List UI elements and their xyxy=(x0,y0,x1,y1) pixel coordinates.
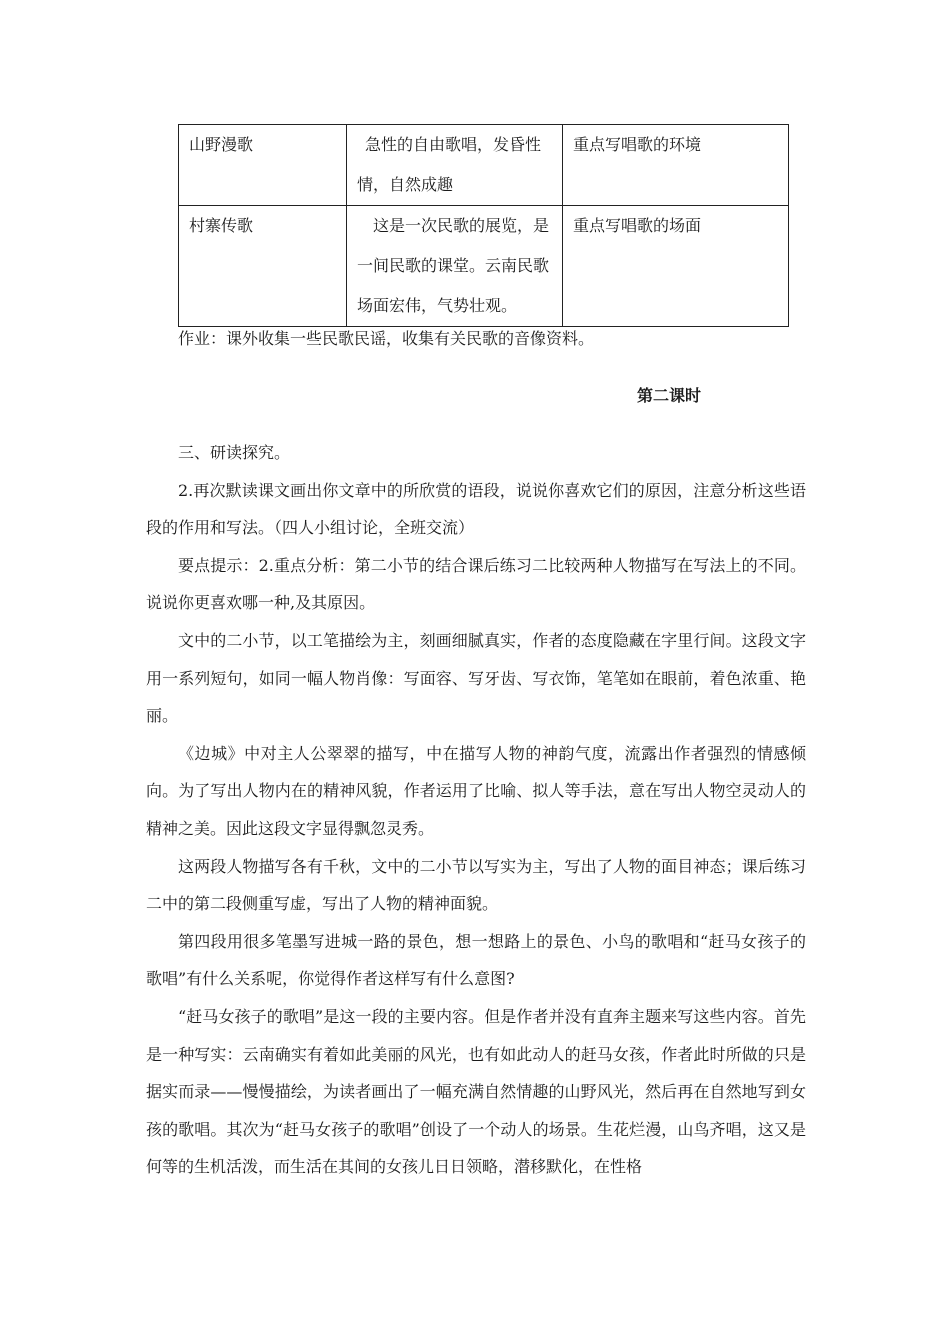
table-cell-topic: 村寨传歌 xyxy=(179,206,347,327)
table-cell-focus: 重点写唱歌的环境 xyxy=(563,125,789,206)
cell-text: 这是一次民歌的展览，是一间民歌的课堂。云南民歌场面宏伟，气势壮观。 xyxy=(357,216,550,315)
paragraph: 这两段人物描写各有千秋，文中的二小节以写实为主，写出了人物的面目神态；课后练习二中的第二段侧重写虚，写出了人物的精神面貌。 xyxy=(146,856,806,914)
table-cell-description xyxy=(347,206,563,327)
table-cell-description xyxy=(347,125,563,206)
summary-table xyxy=(178,124,789,327)
paragraph: 《边城》中对主人公翠翠的描写，中在描写人物的神韵气度，流露出作者强烈的情感倾向。为了写出人物内在的精神风貌，作者运用了比喻、拟人等手法，意在写出人物空灵动人的精神之美。因此这段文字显得飘忽灵秀。 xyxy=(146,743,806,838)
paragraph: “赶马女孩子的歌唱”是这一段的主要内容。但是作者并没有直奔主题来写这些内容。首先是一种写实：云南确实有着如此美丽的风光，也有如此动人的赶马女孩，作者此时所做的只是据实而录——慢慢描绘，为读者画出了一幅充满自然情趣的山野风光，然后再在自然地写到女孩的歌唱。其次为“赶马女孩子的歌唱”创设了一个动人的场景。生花烂漫，山鸟齐唱，这又是何等的生机活泼，而生活在其间的女孩儿日日领略，潜移默化，在性格 xyxy=(146,1006,806,1177)
paragraph: 第四段用很多笔墨写进城一路的景色，想一想路上的景色、小鸟的歌唱和“赶马女孩子的歌唱”有什么关系呢，你觉得作者这样写有什么意图? xyxy=(146,931,806,989)
body-text xyxy=(146,434,806,1186)
homework-note: 作业：课外收集一些民歌民谣，收集有关民歌的音像资料。 xyxy=(178,329,595,348)
paragraph: 要点提示：2.重点分析：第二小节的结合课后练习二比较两种人物描写在写法上的不同。说说你更喜欢哪一种,及其原因。 xyxy=(146,555,806,613)
paragraph: 文中的二小节，以工笔描绘为主，刻画细腻真实，作者的态度隐藏在字里行间。这段文字用一系列短句，如同一幅人物肖像：写面容、写牙齿、写衣饰，笔笔如在眼前，着色浓重、艳丽。 xyxy=(146,630,806,726)
cell-text: 急性的自由歌唱，发昏性情，自然成趣 xyxy=(357,135,542,194)
table-cell-focus: 重点写唱歌的场面 xyxy=(563,206,789,327)
table-row xyxy=(179,125,789,206)
paragraph: 三、研读探究。 xyxy=(178,443,291,462)
section-title: 第二课时 xyxy=(637,386,702,405)
paragraph: 2.再次默读课文画出你文章中的所欣赏的语段，说说你喜欢它们的原因，注意分析这些语段的作用和写法。（四人小组讨论，全班交流） xyxy=(146,480,806,538)
table-cell-topic: 山野漫歌 xyxy=(179,125,347,206)
table-row xyxy=(179,206,789,327)
